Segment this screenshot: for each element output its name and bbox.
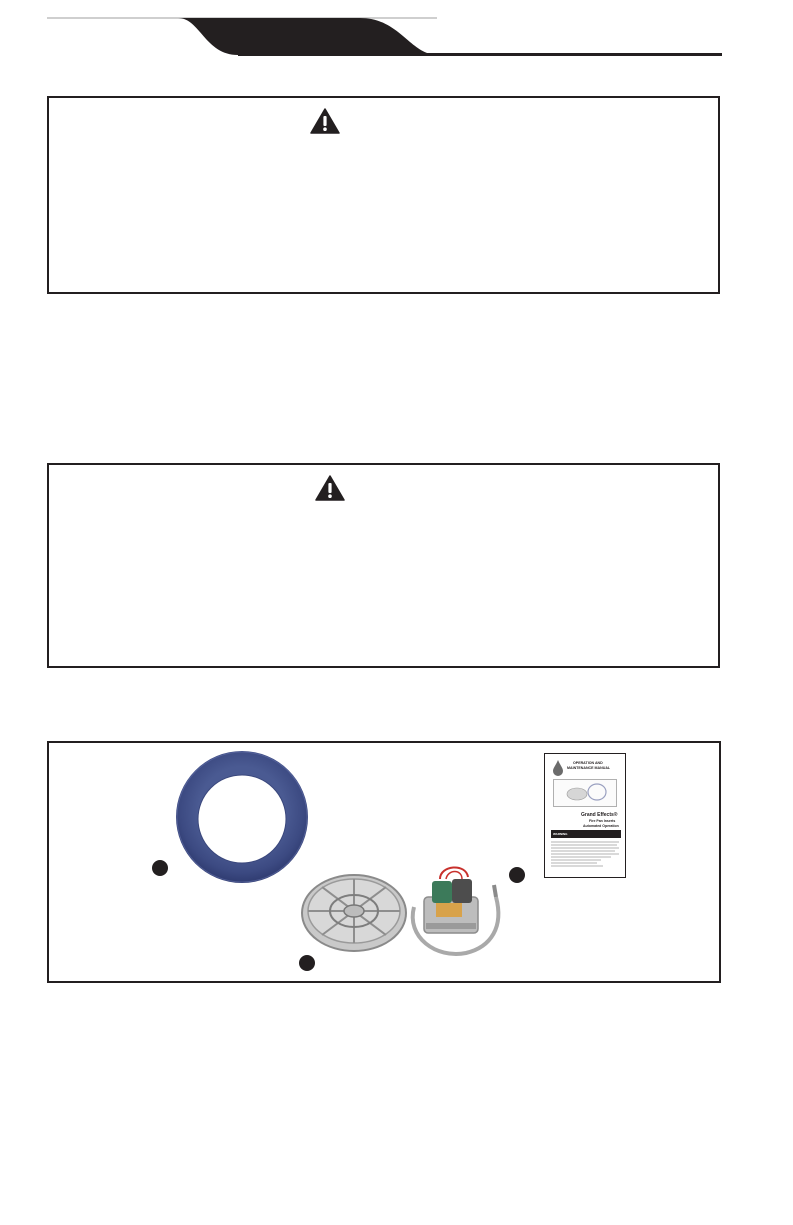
header-bar (0, 0, 793, 70)
manual-image (544, 753, 626, 878)
manual-body-text-lines (551, 840, 621, 874)
header-underline (238, 53, 722, 56)
gasket-ring-image (174, 749, 310, 885)
warning-triangle-icon (310, 108, 340, 134)
manual-heading-line2: MAINTENANCE MANUAL (567, 766, 611, 770)
components-box (47, 741, 721, 983)
manual-heading-line1: OPERATION AND (573, 761, 603, 765)
manual-cover-photo (553, 779, 617, 807)
item-marker-burner-pan (299, 955, 315, 971)
manual-subtitle-1: Fire Pan Inserts (589, 819, 616, 823)
manual-title: Grand Effects® (581, 812, 618, 818)
drop-logo-icon (551, 759, 565, 777)
item-marker-manual (509, 867, 525, 883)
warning-triangle-icon (315, 475, 345, 501)
manual-warning-label: WARNING (553, 832, 568, 836)
burner-pan-image (300, 869, 408, 953)
warning-box-2 (47, 463, 720, 668)
header-tab (47, 18, 438, 55)
valve-assembly-image (406, 857, 506, 961)
manual-warning-bar (551, 830, 621, 838)
item-marker-gasket (152, 860, 168, 876)
warning-box-1 (47, 96, 720, 294)
manual-subtitle-2: Automated Operation (583, 824, 619, 828)
